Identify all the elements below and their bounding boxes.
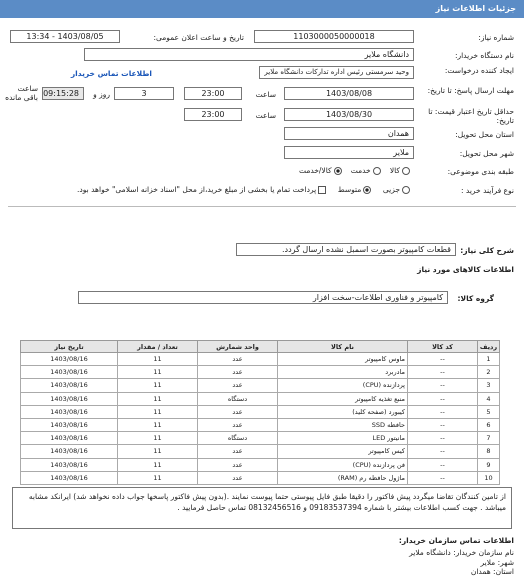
buyer-org-line: نام سازمان خریدار: دانشگاه ملایر <box>409 548 514 557</box>
row-number: 10 <box>478 471 500 484</box>
goods-table <box>20 340 500 485</box>
item-need-date: 1403/08/16 <box>21 458 118 471</box>
item-code: -- <box>408 392 478 405</box>
item-name: حافظه SSD <box>278 418 408 431</box>
time-remaining-field: 09:15:28 <box>42 87 84 100</box>
table-row <box>21 471 500 484</box>
col-date-header: تاریخ نیاز <box>21 341 118 353</box>
item-need-date: 1403/08/16 <box>21 471 118 484</box>
row-number: 3 <box>478 379 500 392</box>
validity-hour-label: ساعت <box>255 111 276 120</box>
table-row <box>21 353 500 366</box>
item-unit: دستگاه <box>198 392 278 405</box>
item-name: فن پردازنده (CPU) <box>278 458 408 471</box>
item-name: ماژول حافظه رم (RAM) <box>278 471 408 484</box>
item-name: کیس کامپیوتر <box>278 445 408 458</box>
col-qty-header: تعداد / مقدار <box>118 341 198 353</box>
category-options: کالا خدمت کالا/خدمت <box>299 166 412 175</box>
col-row-header: ردیف <box>478 341 500 353</box>
buyer-notes: از تامین کنندگان تقاضا میگردد پیش فاکتور را دقیقا طبق فایل پیوستی حتما پیوست نمایند .(بدون پیش فاکتور پاسخها جواب داده نخواهد شد) ایرانکد مشابه میباشد . جهت کسب اطلاعات بیشتر با شماره 09183537394 و 08132456516 تماس حاصل فرمایید . <box>12 487 512 529</box>
col-unit-header: واحد شمارش <box>198 341 278 353</box>
item-need-date: 1403/08/16 <box>21 392 118 405</box>
buyer-name-label: نام دستگاه خریدار: <box>454 51 514 60</box>
row-number: 8 <box>478 445 500 458</box>
item-unit: عدد <box>198 458 278 471</box>
item-unit: دستگاه <box>198 432 278 445</box>
row-number: 9 <box>478 458 500 471</box>
requester-label: ایجاد کننده درخواست: <box>444 66 514 75</box>
general-description-field: قطعات کامپیوتر بصورت اسمبل نشده ارسال گردد. <box>236 243 456 256</box>
item-unit: عدد <box>198 471 278 484</box>
general-description-label: شرح کلی نیاز: <box>460 246 514 255</box>
deadline-date-field: 1403/08/08 <box>284 87 414 100</box>
item-unit: عدد <box>198 445 278 458</box>
announce-date-label: تاریخ و ساعت اعلان عمومی: <box>153 33 244 42</box>
item-code: -- <box>408 353 478 366</box>
purchase-radio-medium[interactable] <box>363 186 371 194</box>
goods-info-heading: اطلاعات کالاهای مورد نیاز <box>417 265 514 274</box>
item-need-date: 1403/08/16 <box>21 366 118 379</box>
buyer-name-field: دانشگاه ملایر <box>84 48 414 61</box>
table-header-row <box>21 341 500 353</box>
table-row <box>21 418 500 431</box>
goods-group-label: گروه کالا: <box>457 294 494 303</box>
item-quantity: 11 <box>118 458 198 471</box>
item-name: ماوس کامپیوتر <box>278 353 408 366</box>
table-row <box>21 392 500 405</box>
treasury-payment-checkbox[interactable] <box>318 186 326 194</box>
item-name: پردازنده (CPU) <box>278 379 408 392</box>
item-name: منبع تغذیه کامپیوتر <box>278 392 408 405</box>
page-header: جزئیات اطلاعات نیاز <box>0 0 524 18</box>
need-number-field: 1103000050000018 <box>254 30 414 43</box>
item-code: -- <box>408 418 478 431</box>
item-need-date: 1403/08/16 <box>21 432 118 445</box>
item-code: -- <box>408 432 478 445</box>
item-unit: عدد <box>198 353 278 366</box>
buyer-contact-link[interactable]: اطلاعات تماس خریدار <box>70 69 152 78</box>
item-need-date: 1403/08/16 <box>21 418 118 431</box>
category-radio-goods[interactable] <box>402 167 410 175</box>
table-row <box>21 366 500 379</box>
deadline-hour-field: 23:00 <box>184 87 242 100</box>
item-unit: عدد <box>198 418 278 431</box>
item-quantity: 11 <box>118 432 198 445</box>
days-remaining-field: 3 <box>114 87 174 100</box>
col-name-header: نام کالا <box>278 341 408 353</box>
table-row <box>21 379 500 392</box>
province-line: استان: همدان <box>470 567 514 576</box>
item-code: -- <box>408 405 478 418</box>
validity-label: حداقل تاریخ اعتبار قیمت: تا تاریخ: <box>428 107 514 125</box>
item-code: -- <box>408 366 478 379</box>
item-unit: عدد <box>198 366 278 379</box>
item-code: -- <box>408 471 478 484</box>
requester-field: وحید سرمستی رئیس اداره تدارکات دانشگاه ملایر <box>259 66 414 79</box>
province-value: همدان <box>470 567 491 576</box>
row-number: 7 <box>478 432 500 445</box>
buyer-org-value: دانشگاه ملایر <box>409 548 451 557</box>
item-quantity: 11 <box>118 379 198 392</box>
deadline-label: مهلت ارسال پاسخ: تا تاریخ: <box>427 86 514 95</box>
deadline-hour-label: ساعت <box>255 90 276 99</box>
time-remaining-label: ساعت باقی مانده <box>5 84 38 102</box>
item-need-date: 1403/08/16 <box>21 445 118 458</box>
need-number-label: شماره نیاز: <box>478 33 514 42</box>
row-number: 2 <box>478 366 500 379</box>
item-need-date: 1403/08/16 <box>21 405 118 418</box>
category-label: طبقه بندی موضوعی: <box>447 167 514 176</box>
purchase-type-options: جزیی متوسط پرداخت تمام یا بخشی از مبلغ خرید،از محل "اسناد خزانه اسلامی" خواهد بود. <box>77 185 412 194</box>
validity-date-field: 1403/08/30 <box>284 108 414 121</box>
row-number: 4 <box>478 392 500 405</box>
contact-heading: اطلاعات تماس سازمان خریدار: <box>398 536 514 545</box>
item-name: مانیتور LED <box>278 432 408 445</box>
item-code: -- <box>408 445 478 458</box>
item-code: -- <box>408 379 478 392</box>
item-need-date: 1403/08/16 <box>21 379 118 392</box>
table-row <box>21 405 500 418</box>
item-need-date: 1403/08/16 <box>21 353 118 366</box>
row-number: 6 <box>478 418 500 431</box>
item-quantity: 11 <box>118 405 198 418</box>
province-label: استان محل تحویل: <box>455 130 514 139</box>
validity-hour-field: 23:00 <box>184 108 242 121</box>
city-label: شهر محل تحویل: <box>459 149 514 158</box>
item-quantity: 11 <box>118 353 198 366</box>
item-quantity: 11 <box>118 366 198 379</box>
table-row <box>21 458 500 471</box>
col-code-header: کد کالا <box>408 341 478 353</box>
item-unit: عدد <box>198 405 278 418</box>
item-quantity: 11 <box>118 445 198 458</box>
item-quantity: 11 <box>118 471 198 484</box>
city-field: ملایر <box>284 146 414 159</box>
table-row <box>21 432 500 445</box>
item-quantity: 11 <box>118 392 198 405</box>
item-quantity: 11 <box>118 418 198 431</box>
item-name: کیبورد (صفحه کلید) <box>278 405 408 418</box>
item-unit: عدد <box>198 379 278 392</box>
item-code: -- <box>408 458 478 471</box>
purchase-type-label: نوع فرآیند خرید : <box>460 186 514 195</box>
item-name: مادربرد <box>278 366 408 379</box>
days-label: روز و <box>93 90 110 99</box>
city-line: شهر: ملایر <box>480 558 514 567</box>
category-radio-goods-service[interactable] <box>334 167 342 175</box>
row-number: 1 <box>478 353 500 366</box>
table-row <box>21 445 500 458</box>
goods-group-field: کامپیوتر و فناوری اطلاعات-سخت افزار <box>78 291 448 304</box>
city-value: ملایر <box>480 558 496 567</box>
announce-date-field: 1403/08/05 - 13:34 <box>10 30 120 43</box>
row-number: 5 <box>478 405 500 418</box>
category-radio-service[interactable] <box>373 167 381 175</box>
province-field: همدان <box>284 127 414 140</box>
purchase-radio-minor[interactable] <box>402 186 410 194</box>
